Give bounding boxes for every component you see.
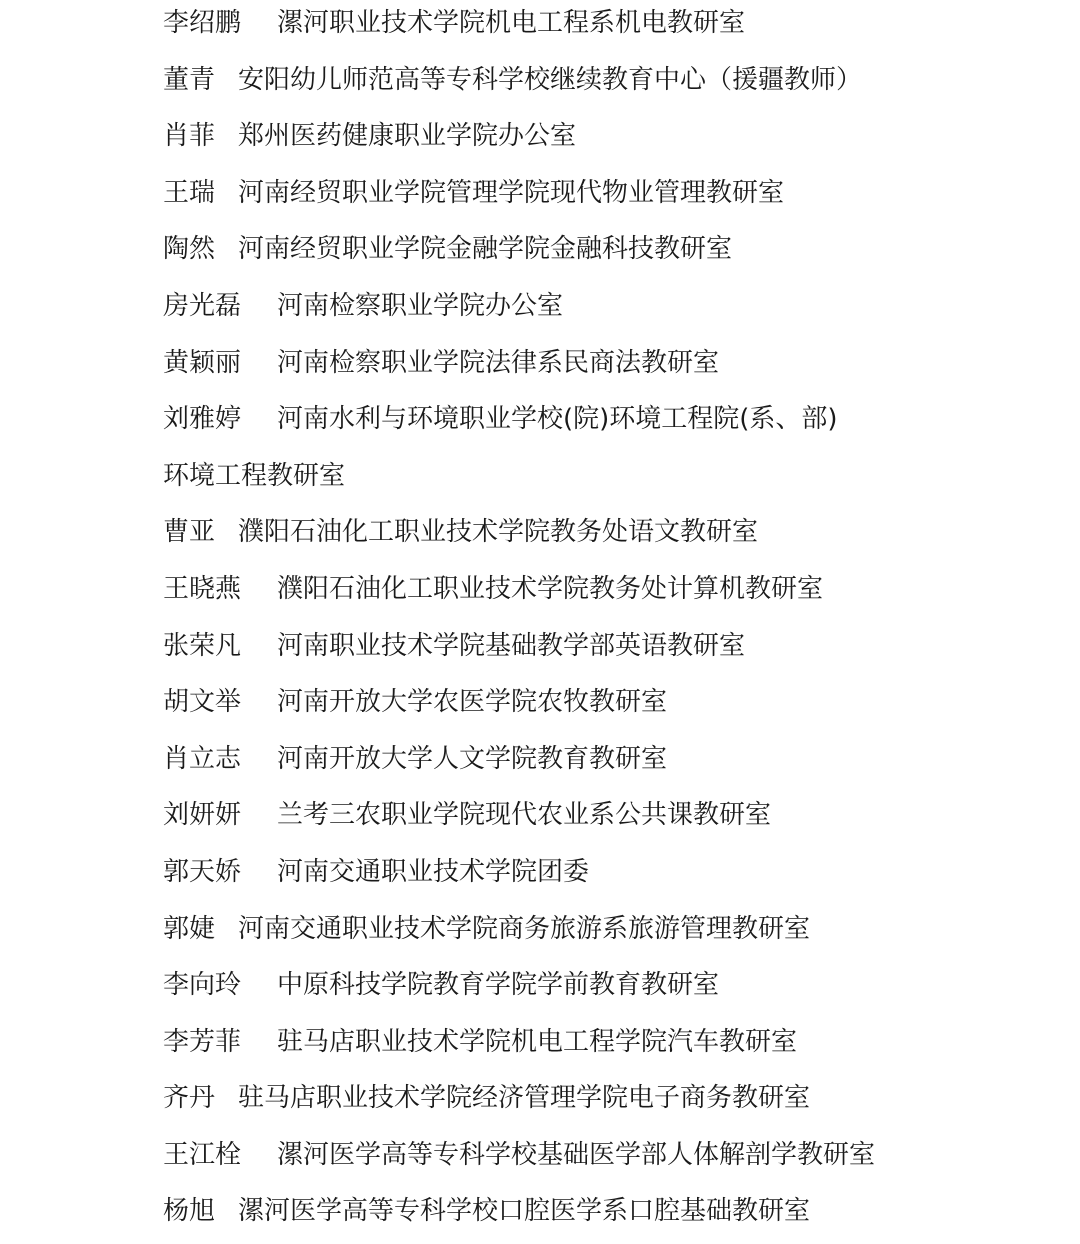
person-name: 肖立志 [163,744,242,774]
list-item [163,906,810,962]
person-name: 刘雅婷 [163,404,242,434]
department: 河南经贸职业学院管理学院现代物业管理教研室 [238,178,785,208]
person-name: 李绍鹏 [163,8,242,38]
department: 河南检察职业学院法律系民商法教研室 [277,348,720,378]
department: 环境工程教研室 [163,461,346,491]
person-name: 郭婕 [163,914,216,944]
department: 河南交通职业技术学院团委 [277,857,590,887]
person-name: 房光磊 [163,291,242,321]
department: 漯河医学高等专科学校口腔医学系口腔基础教研室 [238,1196,811,1226]
department: 河南检察职业学院办公室 [277,291,564,321]
list-item [163,509,758,565]
person-name: 李芳菲 [163,1027,242,1057]
department: 驻马店职业技术学院经济管理学院电子商务教研室 [238,1083,811,1113]
list-item [163,1132,875,1188]
list-item [163,0,745,56]
person-name: 郭天娇 [163,857,242,887]
list-item [163,679,667,735]
person-name: 齐丹 [163,1083,216,1113]
list-item-continuation [163,453,345,509]
department: 兰考三农职业学院现代农业系公共课教研室 [277,800,772,830]
department: 河南开放大学人文学院教育教研室 [277,744,668,774]
list-item [163,566,823,622]
list-item [163,849,589,905]
list-item [163,226,732,282]
list-item [163,736,667,792]
person-name: 李向玲 [163,970,242,1000]
department: 漯河职业技术学院机电工程系机电教研室 [277,8,746,38]
list-item [163,792,771,848]
person-name: 黄颖丽 [163,348,242,378]
person-name: 肖菲 [163,121,216,151]
department: 河南开放大学农医学院农牧教研室 [277,687,668,717]
department: 濮阳石油化工职业技术学院教务处计算机教研室 [277,574,824,604]
list-item [163,1075,810,1131]
person-name: 王江栓 [163,1140,242,1170]
list-item [163,623,745,679]
list-item [163,170,784,226]
department: 河南水利与环境职业学校(院)环境工程院(系、部) [277,404,838,434]
person-name: 杨旭 [163,1196,216,1226]
list-item [163,57,862,113]
department: 安阳幼儿师范高等专科学校继续教育中心（援疆教师） [238,65,863,95]
person-name: 王瑞 [163,178,216,208]
person-name: 王晓燕 [163,574,242,604]
list-item [163,396,838,452]
department: 中原科技学院教育学院学前教育教研室 [277,970,720,1000]
department: 河南职业技术学院基础教学部英语教研室 [277,631,746,661]
person-name: 曹亚 [163,517,216,547]
list-item [163,1019,797,1075]
list-item [163,1188,810,1244]
department: 郑州医药健康职业学院办公室 [238,121,577,151]
person-name: 董青 [163,65,216,95]
department: 濮阳石油化工职业技术学院教务处语文教研室 [238,517,759,547]
department: 河南交通职业技术学院商务旅游系旅游管理教研室 [238,914,811,944]
person-name: 张荣凡 [163,631,242,661]
person-name: 胡文举 [163,687,242,717]
list-item [163,340,719,396]
list-item [163,113,576,169]
list-item [163,283,563,339]
person-name: 陶然 [163,234,216,264]
department: 驻马店职业技术学院机电工程学院汽车教研室 [277,1027,798,1057]
person-name: 刘妍妍 [163,800,242,830]
list-item [163,962,719,1018]
department: 河南经贸职业学院金融学院金融科技教研室 [238,234,733,264]
department: 漯河医学高等专科学校基础医学部人体解剖学教研室 [277,1140,876,1170]
